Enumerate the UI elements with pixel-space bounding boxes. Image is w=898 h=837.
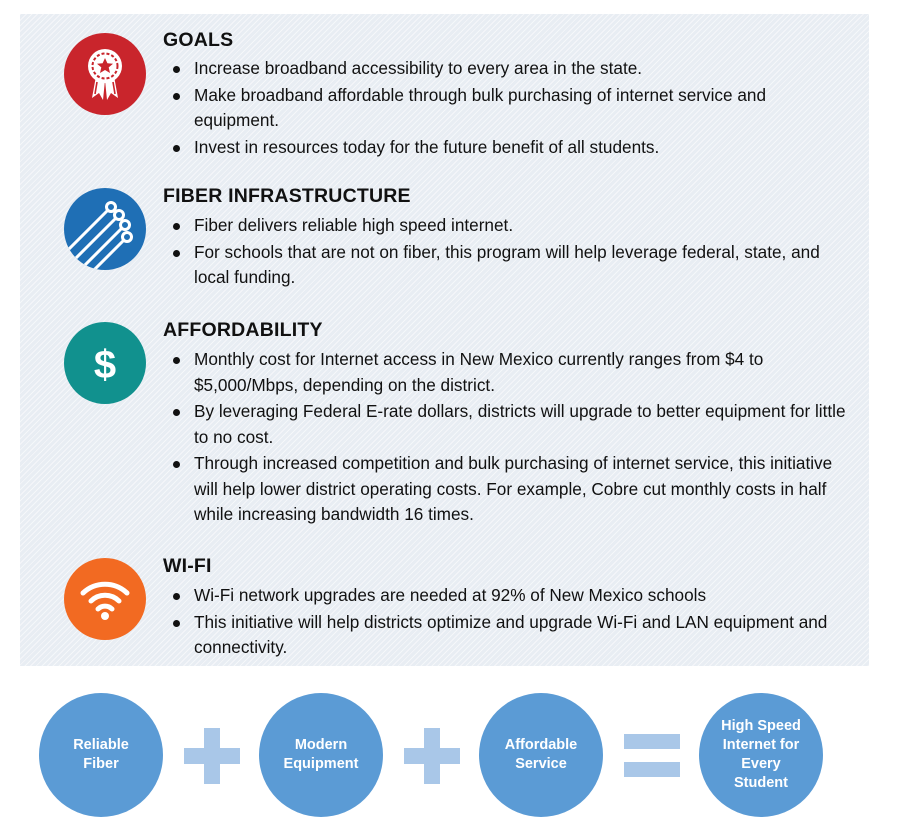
section-heading: AFFORDABILITY	[163, 319, 323, 341]
section-heading: GOALS	[163, 29, 234, 51]
bullet-item: Through increased competition and bulk purchasing of internet service, this initiative will help lower district operating costs. For example, Cobre cut monthly costs in half while increasing bandwidth 16 times.	[163, 451, 853, 528]
term-circle-modern-equipment	[259, 693, 383, 817]
bullet-item: Fiber delivers reliable high speed internet.	[163, 213, 853, 239]
term-circle-affordable-service	[479, 693, 603, 817]
wifi-icon	[64, 558, 146, 640]
section-heading: WI-FI	[163, 555, 212, 577]
bullet-item: Make broadband affordable through bulk purchasing of internet service and equipment.	[163, 83, 853, 134]
term-label: Reliable Fiber	[73, 737, 129, 772]
info-panel	[20, 14, 869, 666]
plus-icon	[404, 728, 460, 789]
bullet-item: For schools that are not on fiber, this program will help leverage federal, state, and local funding.	[163, 240, 853, 291]
bullet-list	[163, 213, 853, 292]
bullet-item: Monthly cost for Internet access in New Mexico currently ranges from $4 to $5,000/Mbps, depending on the district.	[163, 347, 853, 398]
dollar-icon	[64, 322, 146, 404]
bullet-item: This initiative will help districts optimize and upgrade Wi-Fi and LAN equipment and connectivity.	[163, 610, 853, 661]
section-heading: FIBER INFRASTRUCTURE	[163, 185, 411, 207]
term-label: Modern Equipment	[283, 737, 359, 772]
term-circle-reliable-fiber	[39, 693, 163, 817]
bullet-item: By leveraging Federal E-rate dollars, districts will upgrade to better equipment for little to no cost.	[163, 399, 853, 450]
bullet-list	[163, 347, 853, 529]
bullet-item: Wi-Fi network upgrades are needed at 92% of New Mexico schools	[163, 583, 853, 609]
result-label: High Speed Internet for Every Student	[721, 718, 801, 791]
award-ribbon-icon	[64, 33, 146, 115]
bullet-list	[163, 583, 853, 662]
term-label: Affordable Service	[504, 737, 578, 772]
plus-icon	[184, 728, 240, 789]
svg-text:$: $	[93, 343, 117, 387]
bullet-item: Increase broadband accessibility to every area in the state.	[163, 56, 853, 82]
fiber-circuit-icon	[64, 188, 146, 270]
bullet-item: Invest in resources today for the future benefit of all students.	[163, 135, 853, 161]
bullet-list	[163, 56, 853, 161]
result-circle	[699, 693, 823, 817]
equals-icon	[624, 734, 680, 783]
